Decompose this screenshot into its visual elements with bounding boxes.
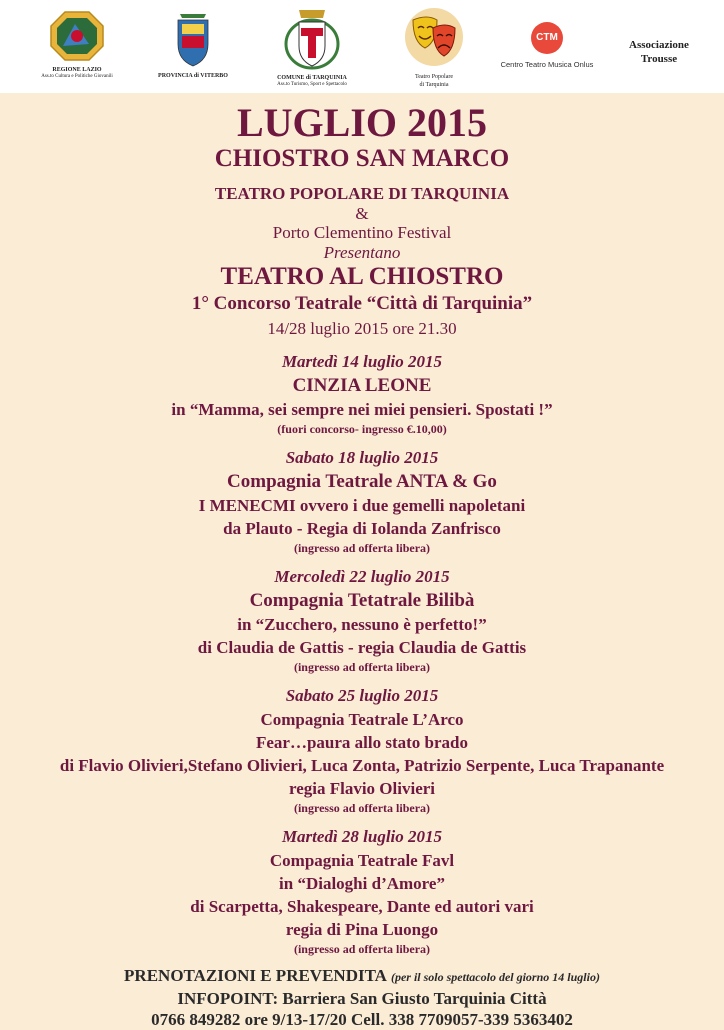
ctm-logo [492, 22, 602, 69]
title-presentano: Presentano [323, 243, 401, 262]
show-company: Compagnia Teatrale Favl [269, 851, 455, 870]
provincia-viterbo-logo [152, 8, 234, 80]
title-month: LUGLIO 2015 [236, 100, 488, 145]
title-event: TEATRO AL CHIOSTRO [220, 263, 504, 290]
title-festival: Porto Clementino Festival [272, 223, 452, 242]
show-date: Martedì 14 luglio 2015 [281, 352, 443, 371]
title-venue: CHIOSTRO SAN MARCO [214, 145, 510, 172]
provincia-crest-icon [174, 8, 212, 68]
show-company: Compagnia Teatrale L’Arco [260, 710, 464, 729]
show-entry [0, 350, 724, 437]
show-line: in “Zucchero, nessuno è perfetto!” [237, 615, 487, 634]
show-line: I MENECMI ovvero i due gemelli napoletani [198, 496, 526, 515]
show-line: di Claudia de Gattis - regia Claudia de Gattis [197, 638, 527, 657]
theatre-masks-icon [403, 6, 465, 68]
ctm-name: Centro Teatro Musica Onlus [500, 60, 594, 69]
regione-lazio-logo [22, 10, 132, 80]
associazione-trousse-logo [616, 38, 702, 66]
show-line: di Scarpetta, Shakespeare, Dante ed autori vari [190, 897, 534, 916]
teatro-popolare-name-2: di Tarquinia [419, 82, 449, 88]
title-organizer: TEATRO POPOLARE DI TARQUINIA [214, 184, 510, 203]
footer-prenotazioni-note: (per il solo spettacolo del giorno 14 luglio) [390, 970, 600, 984]
regione-lazio-emblem-icon [49, 10, 105, 62]
show-note: (ingresso ad offerta libera) [293, 801, 431, 815]
show-note: (ingresso ad offerta libera) [293, 942, 431, 956]
show-entry [0, 565, 724, 675]
show-line: regia Flavio Olivieri [288, 779, 436, 798]
show-entry [0, 825, 724, 957]
show-date: Sabato 18 luglio 2015 [285, 448, 439, 467]
footer-prenotazioni: PRENOTAZIONI E PREVENDITA [124, 966, 387, 985]
show-note: (ingresso ad offerta libera) [293, 541, 431, 555]
footer-infopoint: INFOPOINT: Barriera San Giusto Tarquinia Città [177, 989, 547, 1008]
poster-content [0, 93, 724, 1030]
title-ampersand: & [355, 204, 369, 223]
comune-tarquinia-name: COMUNE di TARQUINIA [277, 75, 347, 81]
show-line: di Flavio Olivieri,Stefano Olivieri, Luca Zonta, Patrizio Serpente, Luca Trapanante [59, 756, 665, 775]
show-line: regia di Pina Luongo [285, 920, 439, 939]
regione-lazio-sub: Ass.to Cultura e Politiche Giovanili [41, 74, 113, 79]
show-date: Martedì 28 luglio 2015 [281, 827, 443, 846]
teatro-popolare-logo [392, 6, 476, 89]
ctm-badge-icon: CTM [531, 22, 563, 54]
show-note: (fuori concorso- ingresso €.10,00) [277, 422, 447, 436]
teatro-popolare-name-1: Teatro Popolare [414, 74, 454, 80]
show-date: Mercoledì 22 luglio 2015 [274, 567, 450, 586]
title-concorso: 1° Concorso Teatrale “Città di Tarquinia” [191, 293, 533, 314]
show-company: Compagnia Tetatrale Bilibà [249, 590, 475, 611]
show-line: da Plauto - Regia di Iolanda Zanfrisco [223, 519, 501, 538]
regione-lazio-name: REGIONE LAZIO [52, 67, 102, 73]
associazione-line-2: Trousse [640, 53, 678, 65]
footer [0, 965, 724, 1030]
show-entry [0, 446, 724, 556]
comune-tarquinia-sub: Ass.to Turismo, Sport e Spettacolo [277, 82, 347, 87]
comune-tarquinia-logo [266, 6, 358, 88]
footer-phones: 0766 849282 ore 9/13-17/20 Cell. 338 7709057-339 5363402 [151, 1010, 573, 1029]
logo-header [0, 0, 724, 93]
show-line: Fear…paura allo stato brado [255, 733, 469, 752]
show-line: in “Mamma, sei sempre nei miei pensieri. Spostati !” [171, 400, 553, 419]
footer-prenotazioni-row [0, 965, 724, 988]
show-line: in “Dialoghi d’Amore” [279, 874, 445, 893]
show-company: CINZIA LEONE [292, 375, 432, 396]
show-entry [0, 684, 724, 816]
provincia-viterbo-name: PROVINCIA di VITERBO [158, 73, 228, 79]
title-dates: 14/28 luglio 2015 ore 21.30 [267, 319, 457, 338]
show-date: Sabato 25 luglio 2015 [285, 686, 439, 705]
show-note: (ingresso ad offerta libera) [293, 660, 431, 674]
associazione-line-1: Associazione [629, 39, 689, 51]
show-company: Compagnia Teatrale ANTA & Go [227, 471, 497, 492]
comune-crest-icon [283, 6, 341, 70]
